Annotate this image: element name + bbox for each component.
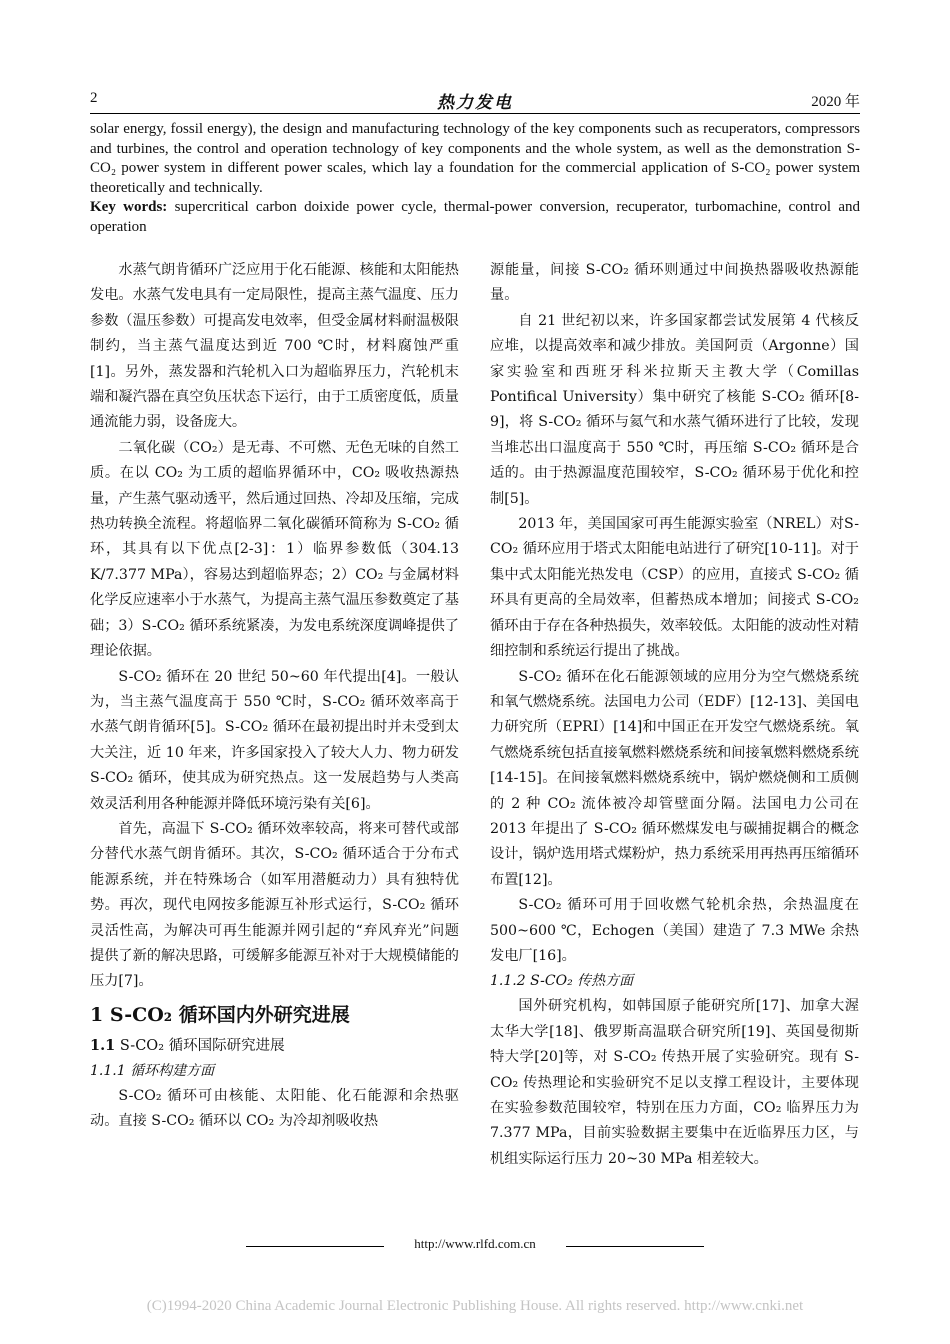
right-column [490,258,859,1172]
paragraph: 二氧化碳（CO₂）是无毒、不可燃、无色无味的自然工质。在以 CO₂ 为工质的超临界循环中，CO₂ 吸收热源热量，产生蒸气驱动透平，然后通过回热、冷却及压缩，完成热功转换全流程。将超临界二氧化碳循环简称为 S-CO₂ 循环，其具有以下优点[2-3]：1）临界参数低（304.13 K/7.377 MPa），容易达到超临界态；2）CO₂ 与金属材料化学反应速率小于水蒸气，为提高主蒸气温压参数奠定了基础；3）S-CO₂ 循环系统紧凑，为发电系统深度调峰提供了理论依据。 [90,439,459,660]
abstract-continuation [90,120,860,238]
copyright-watermark: (C)1994-2020 China Academic Journal Electronic Publishing House. All rights reserved. http://www.cnki.net [146,1298,804,1314]
left-column [90,258,459,1135]
page-header [90,88,860,113]
page-footer [0,1236,950,1256]
header-rule [90,113,860,114]
paragraph: 源能量，间接 S-CO₂ 循环则通过中间换热器吸收热源能量。 [490,262,859,304]
paragraph: S-CO₂ 循环可用于回收燃气轮机余热，余热温度在 500~600 ℃，Echogen（美国）建造了 7.3 MWe 余热发电厂[16]。 [490,897,859,964]
journal-url[interactable]: http://www.rlfd.com.cn [414,1236,536,1251]
footer-rule-left [246,1246,384,1247]
subsection-heading [90,1033,459,1059]
paragraph: S-CO₂ 循环在 20 世纪 50~60 年代提出[4]。一般认为，当主蒸气温度高于 550 ℃时，S-CO₂ 循环效率高于水蒸气朗肯循环[5]。S-CO₂ 循环在最初提出时并未受到太大关注，近 10 年来，许多国家投入了较大人力、物力研发 S-CO₂ 循环，使其成为研究热点。这一发展趋势与人类高效灵活利用各种能源并降低环境污染有关[6]。 [90,668,459,812]
keywords-text: supercritical carbon doixide power cycle, thermal-power conversion, recuperator, turbomachine, control and operation [90,199,861,235]
keywords [90,198,860,237]
journal-title: 热力发电 [437,93,513,113]
section-heading: 1 S-CO₂ 循环国内外研究进展 [90,1003,350,1026]
publication-year: 2020 年 [811,94,860,110]
paragraph: 2013 年，美国国家可再生能源实验室（NREL）对S-CO₂ 循环应用于塔式太阳能电站进行了研究[10-11]。对于集中式太阳能光热发电（CSP）的应用，直接式 S-CO₂ 循环具有更高的全局效率，但蓄热成本增加；间接式 S-CO₂ 循环由于存在各种热损失，效率较低。太阳能的波动性对精细控制和系统运行提出了挑战。 [490,516,859,660]
subsection-number: 1.1 [90,1036,116,1054]
paragraph: 首先，高温下 S-CO₂ 循环效率较高，将来可替代或部分替代水蒸气朗肯循环。其次，S-CO₂ 循环适合于分布式能源系统，并在特殊场合（如军用潜艇动力）具有独特优势。再次，现代电网按多能源互补形式运行，S-CO₂ 循环灵活性高，为解决可再生能源并网引起的“弃风弃光”问题提供了新的解决思路，可缓解多能源互补对于大规模储能的压力[7]。 [90,820,459,990]
subsubsection-heading: 1.1.1 循环构建方面 [90,1062,215,1079]
footer-rule-right [566,1246,704,1247]
paragraph: S-CO₂ 循环在化石能源领域的应用分为空气燃烧系统和氧气燃烧系统。法国电力公司（EDF）[12-13]、美国电力研究所（EPRI）[14]和中国正在开发空气燃烧系统。氧气燃烧系统包括直接氧燃料燃烧系统和间接氧燃料燃烧系统[14-15]。在间接氧燃料燃烧系统中，锅炉燃烧侧和工质侧的 2 种 CO₂ 流体被冷却管壁面分隔。法国电力公司在 2013 年提出了 S-CO₂ 循环燃煤发电与碳捕捉耦合的概念设计，锅炉选用塔式煤粉炉，热力系统采用再热再压缩循环布置[12]。 [490,668,859,888]
paragraph: S-CO₂ 循环可由核能、太阳能、化石能源和余热驱动。直接 S-CO₂ 循环以 CO₂ 为冷却剂吸收热 [90,1087,459,1130]
subsubsection-heading: 1.1.2 S-CO₂ 传热方面 [490,973,634,990]
paragraph: 水蒸气朗肯循环广泛应用于化石能源、核能和太阳能热发电。水蒸气发电具有一定局限性，提高主蒸气温度、压力参数（温压参数）可提高发电效率，但受金属材料耐温极限制约，当主蒸气温度达到近 700 ℃时，材料腐蚀严重[1]。另外，蒸发器和汽轮机入口为超临界压力，汽轮机末端和凝汽器在真空负压状态下运行，由于工质密度低，质量通流能力弱，设备庞大。 [90,262,459,431]
subsection-title: S-CO₂ 循环国际研究进展 [119,1037,285,1054]
abstract-text: solar energy, fossil energy), the design and manufacturing technology of the key components such as recuperators, compressors and turbines, the control and operation technology of key components and the whole system, as well as the demonstration S-CO₂ power system in different power scales, which lay a foundation for the commercial application of S-CO₂ power system theoretically and technically. [90,121,860,196]
paragraph: 自 21 世纪初以来，许多国家都尝试发展第 4 代核反应堆，以提高效率和减少排放。美国阿贡（Argonne）国家实验室和西班牙科米拉斯天主教大学（Comillas Pontifical University）集中研究了核能 S-CO₂ 循环[8-9]，将 S-CO₂ 循环与氦气和水蒸气循环进行了比较，发现当堆芯出口温度高于 550 ℃时，再压缩 S-CO₂ 循环是合适的。由于热源温度范围较窄，S-CO₂ 循环易于优化和控制[5]。 [490,312,859,507]
paragraph: 国外研究机构，如韩国原子能研究所[17]、加拿大渥太华大学[18]、俄罗斯高温联合研究所[19]、英国曼彻斯特大学[20]等，对 S-CO₂ 传热开展了实验研究。现有 S-CO₂ 传热理论和实验研究不足以支撑工程设计，主要体现在实验参数范围较窄，特别在压力方面，CO₂ 临界压力为 7.377 MPa，目前实验数据主要集中在近临界压力区，与机组实际运行压力 20~30 MPa 相差较大。 [490,998,859,1167]
keywords-label: Key words: [90,199,168,216]
page-number: 2 [90,90,98,106]
